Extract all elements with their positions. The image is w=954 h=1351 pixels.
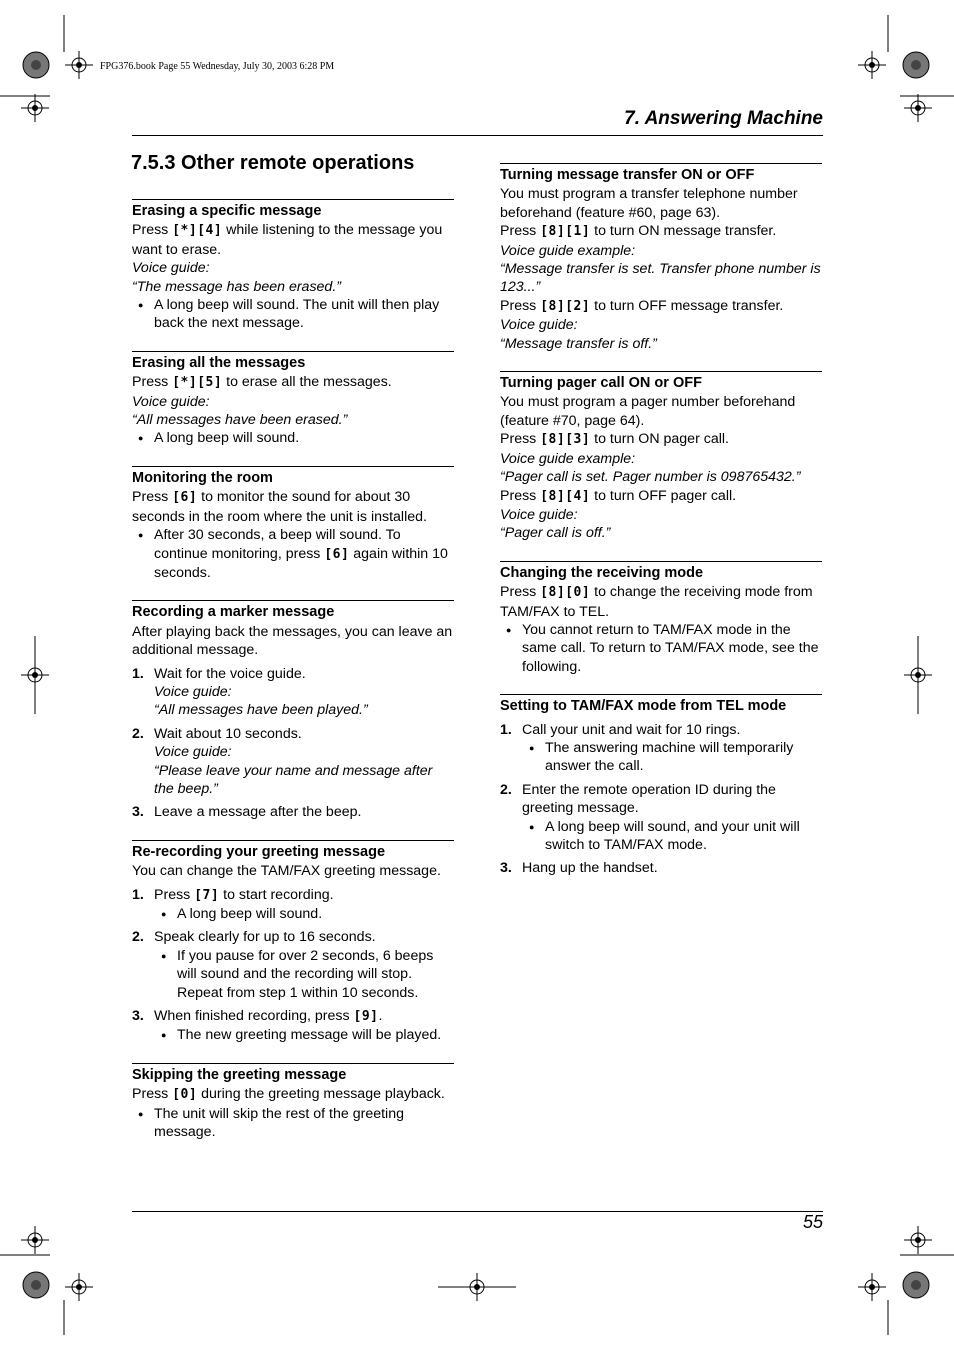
section-heading: Recording a marker message xyxy=(132,604,335,621)
step-number: 3. xyxy=(500,860,512,877)
monitor-room-section xyxy=(132,466,454,582)
section-heading: Turning pager call ON or OFF xyxy=(500,375,702,392)
voice-guide-label: Voice guide: xyxy=(500,317,578,334)
step-number: 2. xyxy=(500,781,512,798)
section-heading: Erasing a specific message xyxy=(132,203,322,219)
key-sequence: [8][2] xyxy=(540,298,591,314)
starburst-mark-bottom-left xyxy=(23,1272,49,1298)
key-sequence: [9] xyxy=(353,1009,379,1025)
marker-message-section xyxy=(132,600,454,821)
instruction: Press [*][4] while listening to the message you want to erase. xyxy=(132,222,443,258)
section-heading: Changing the receiving mode xyxy=(500,564,704,581)
step-number: 3. xyxy=(132,1008,144,1025)
key-sequence: [8][1] xyxy=(540,224,591,240)
instruction: Press [8][1] to turn ON message transfer. xyxy=(500,223,777,240)
message-transfer-section xyxy=(500,163,822,353)
section-heading: Monitoring the room xyxy=(132,469,273,486)
voice-guide-text: “All messages have been erased.” xyxy=(132,412,348,429)
voice-guide-label: Voice guide: xyxy=(132,393,210,410)
instruction: Press [8][4] to turn OFF pager call. xyxy=(500,487,737,504)
instruction: Press [8][3] to turn ON pager call. xyxy=(500,431,729,448)
voice-guide-text: “Message transfer is off.” xyxy=(500,335,657,352)
rerecord-greeting-section xyxy=(132,840,454,1045)
section-heading: Skipping the greeting message xyxy=(132,1066,347,1083)
step-item: 3. Hang up the handset. xyxy=(500,860,658,877)
key-sequence: [*][4] xyxy=(172,223,223,239)
voice-guide-text: “Message transfer is set. Transfer phone number is 123...” xyxy=(500,261,821,296)
intro-text: After playing back the messages, you can leave an additional message. xyxy=(132,623,453,659)
voice-guide-label: Voice guide: xyxy=(154,744,232,761)
key-sequence: [8][3] xyxy=(540,432,591,448)
voice-guide-label: Voice guide example: xyxy=(500,242,636,259)
instruction: Press [*][5] to erase all the messages. xyxy=(132,374,392,391)
bullet-item: ● You cannot return to TAM/FAX mode in the same call. To return to TAM/FAX mode, see the following. xyxy=(500,621,822,676)
step-number: 3. xyxy=(132,804,144,821)
step-number: 2. xyxy=(132,929,144,946)
instruction: Press [6] to monitor the sound for about 30 seconds in the room where the unit is installed. xyxy=(132,489,427,525)
step-item: 2. Speak clearly for up to 16 seconds. ● If you pause for over 2 seconds, 6 beeps will sound and the recording will stop. Repeat from step 1 within 10 seconds. xyxy=(132,928,454,1002)
step-number: 1. xyxy=(500,721,512,738)
key-sequence: [6] xyxy=(172,490,198,506)
step-item: 1. Call your unit and wait for 10 rings. ● The answering machine will temporarily answer the call. xyxy=(500,721,822,776)
intro-text: You can change the TAM/FAX greeting message. xyxy=(132,863,441,880)
key-sequence: [8][4] xyxy=(540,488,591,504)
bullet-item: ● The new greeting message will be played. xyxy=(154,1026,454,1044)
section-heading: Re-recording your greeting message xyxy=(132,843,386,860)
section-heading: Turning message transfer ON or OFF xyxy=(500,167,755,183)
voice-guide-text: “All messages have been played.” xyxy=(154,702,368,719)
bullet-item: ● The answering machine will temporarily answer the call. xyxy=(522,739,822,776)
left-column xyxy=(132,199,454,1141)
step-item: 3. Leave a message after the beep. xyxy=(132,804,362,821)
instruction: Press [8][2] to turn OFF message transfer. xyxy=(500,297,784,314)
page-number: 55 xyxy=(802,1212,823,1232)
step-number: 1. xyxy=(132,886,144,903)
receiving-mode-section xyxy=(500,561,822,676)
voice-guide-label: Voice guide: xyxy=(154,683,232,700)
key-sequence: [8][0] xyxy=(540,585,591,601)
starburst-mark-top-right xyxy=(903,52,929,78)
right-column xyxy=(500,163,822,878)
bullet-item: ● After 30 seconds, a beep will sound. To continue monitoring, press [6] again within 10 seconds. xyxy=(132,526,454,582)
voice-guide-label: Voice guide: xyxy=(500,506,578,523)
bullet-item: ● The unit will skip the rest of the greeting message. xyxy=(132,1105,454,1142)
key-sequence: [0] xyxy=(172,1087,198,1103)
key-sequence: [6] xyxy=(324,546,350,562)
bullet-item: ● If you pause for over 2 seconds, 6 beeps will sound and the recording will stop. Repeat from step 1 within 10 seconds. xyxy=(154,947,454,1002)
voice-guide-text: “Please leave your name and message after the beep.” xyxy=(154,762,433,797)
step-item: 1. Wait for the voice guide. Voice guide: “All messages have been played.” xyxy=(132,665,454,720)
section-title: 7.5.3 Other remote operations xyxy=(131,152,415,174)
bullet-item: ● A long beep will sound, and your unit will switch to TAM/FAX mode. xyxy=(522,818,822,855)
section-heading: Erasing all the messages xyxy=(132,354,306,371)
voice-guide-text: “The message has been erased.” xyxy=(132,278,341,295)
pager-call-section xyxy=(500,371,822,543)
header-rule xyxy=(132,135,823,136)
bullet-item: ● A long beep will sound. xyxy=(154,905,454,923)
voice-guide-text: “Pager call is set. Pager number is 098765432.” xyxy=(500,469,801,486)
step-item: 1. Press [7] to start recording. ● A long beep will sound. xyxy=(132,886,454,924)
instruction: Press [0] during the greeting message playback. xyxy=(132,1086,445,1103)
section-heading: Setting to TAM/FAX mode from TEL mode xyxy=(500,698,787,715)
voice-guide-label: Voice guide example: xyxy=(500,450,636,467)
step-item: 2. Wait about 10 seconds. Voice guide: “Please leave your name and message after the beep.” xyxy=(132,725,454,799)
starburst-mark-top-left xyxy=(23,52,49,78)
key-sequence: [*][5] xyxy=(172,375,223,391)
voice-guide-label: Voice guide: xyxy=(132,260,210,277)
bullet-item: ● A long beep will sound. The unit will then play back the next message. xyxy=(132,296,454,333)
chapter-header: 7. Answering Machine xyxy=(624,108,823,129)
step-item: 3. When finished recording, press [9]. ● The new greeting message will be played. xyxy=(132,1007,454,1045)
key-sequence: [7] xyxy=(194,887,220,903)
intro-text: You must program a transfer telephone number beforehand (feature #60, page 63). xyxy=(500,186,798,221)
voice-guide-text: “Pager call is off.” xyxy=(500,525,611,542)
intro-text: You must program a pager number beforehand (feature #70, page 64). xyxy=(500,394,796,429)
step-number: 1. xyxy=(132,665,144,682)
skip-greeting-section xyxy=(132,1063,454,1142)
erase-specific-section xyxy=(132,199,454,333)
tamfax-from-tel-section xyxy=(500,694,822,878)
print-info: FPG376.book Page 55 Wednesday, July 30, 2003 6:28 PM xyxy=(100,61,335,72)
erase-all-section xyxy=(132,351,454,448)
instruction: Press [8][0] to change the receiving mode from TAM/FAX to TEL. xyxy=(500,584,813,620)
bullet-item: ● A long beep will sound. xyxy=(132,429,454,447)
step-item: 2. Enter the remote operation ID during the greeting message. ● A long beep will sound, and your unit will switch to TAM/FAX mode. xyxy=(500,781,822,855)
step-number: 2. xyxy=(132,725,144,742)
starburst-mark-bottom-right xyxy=(903,1272,929,1298)
